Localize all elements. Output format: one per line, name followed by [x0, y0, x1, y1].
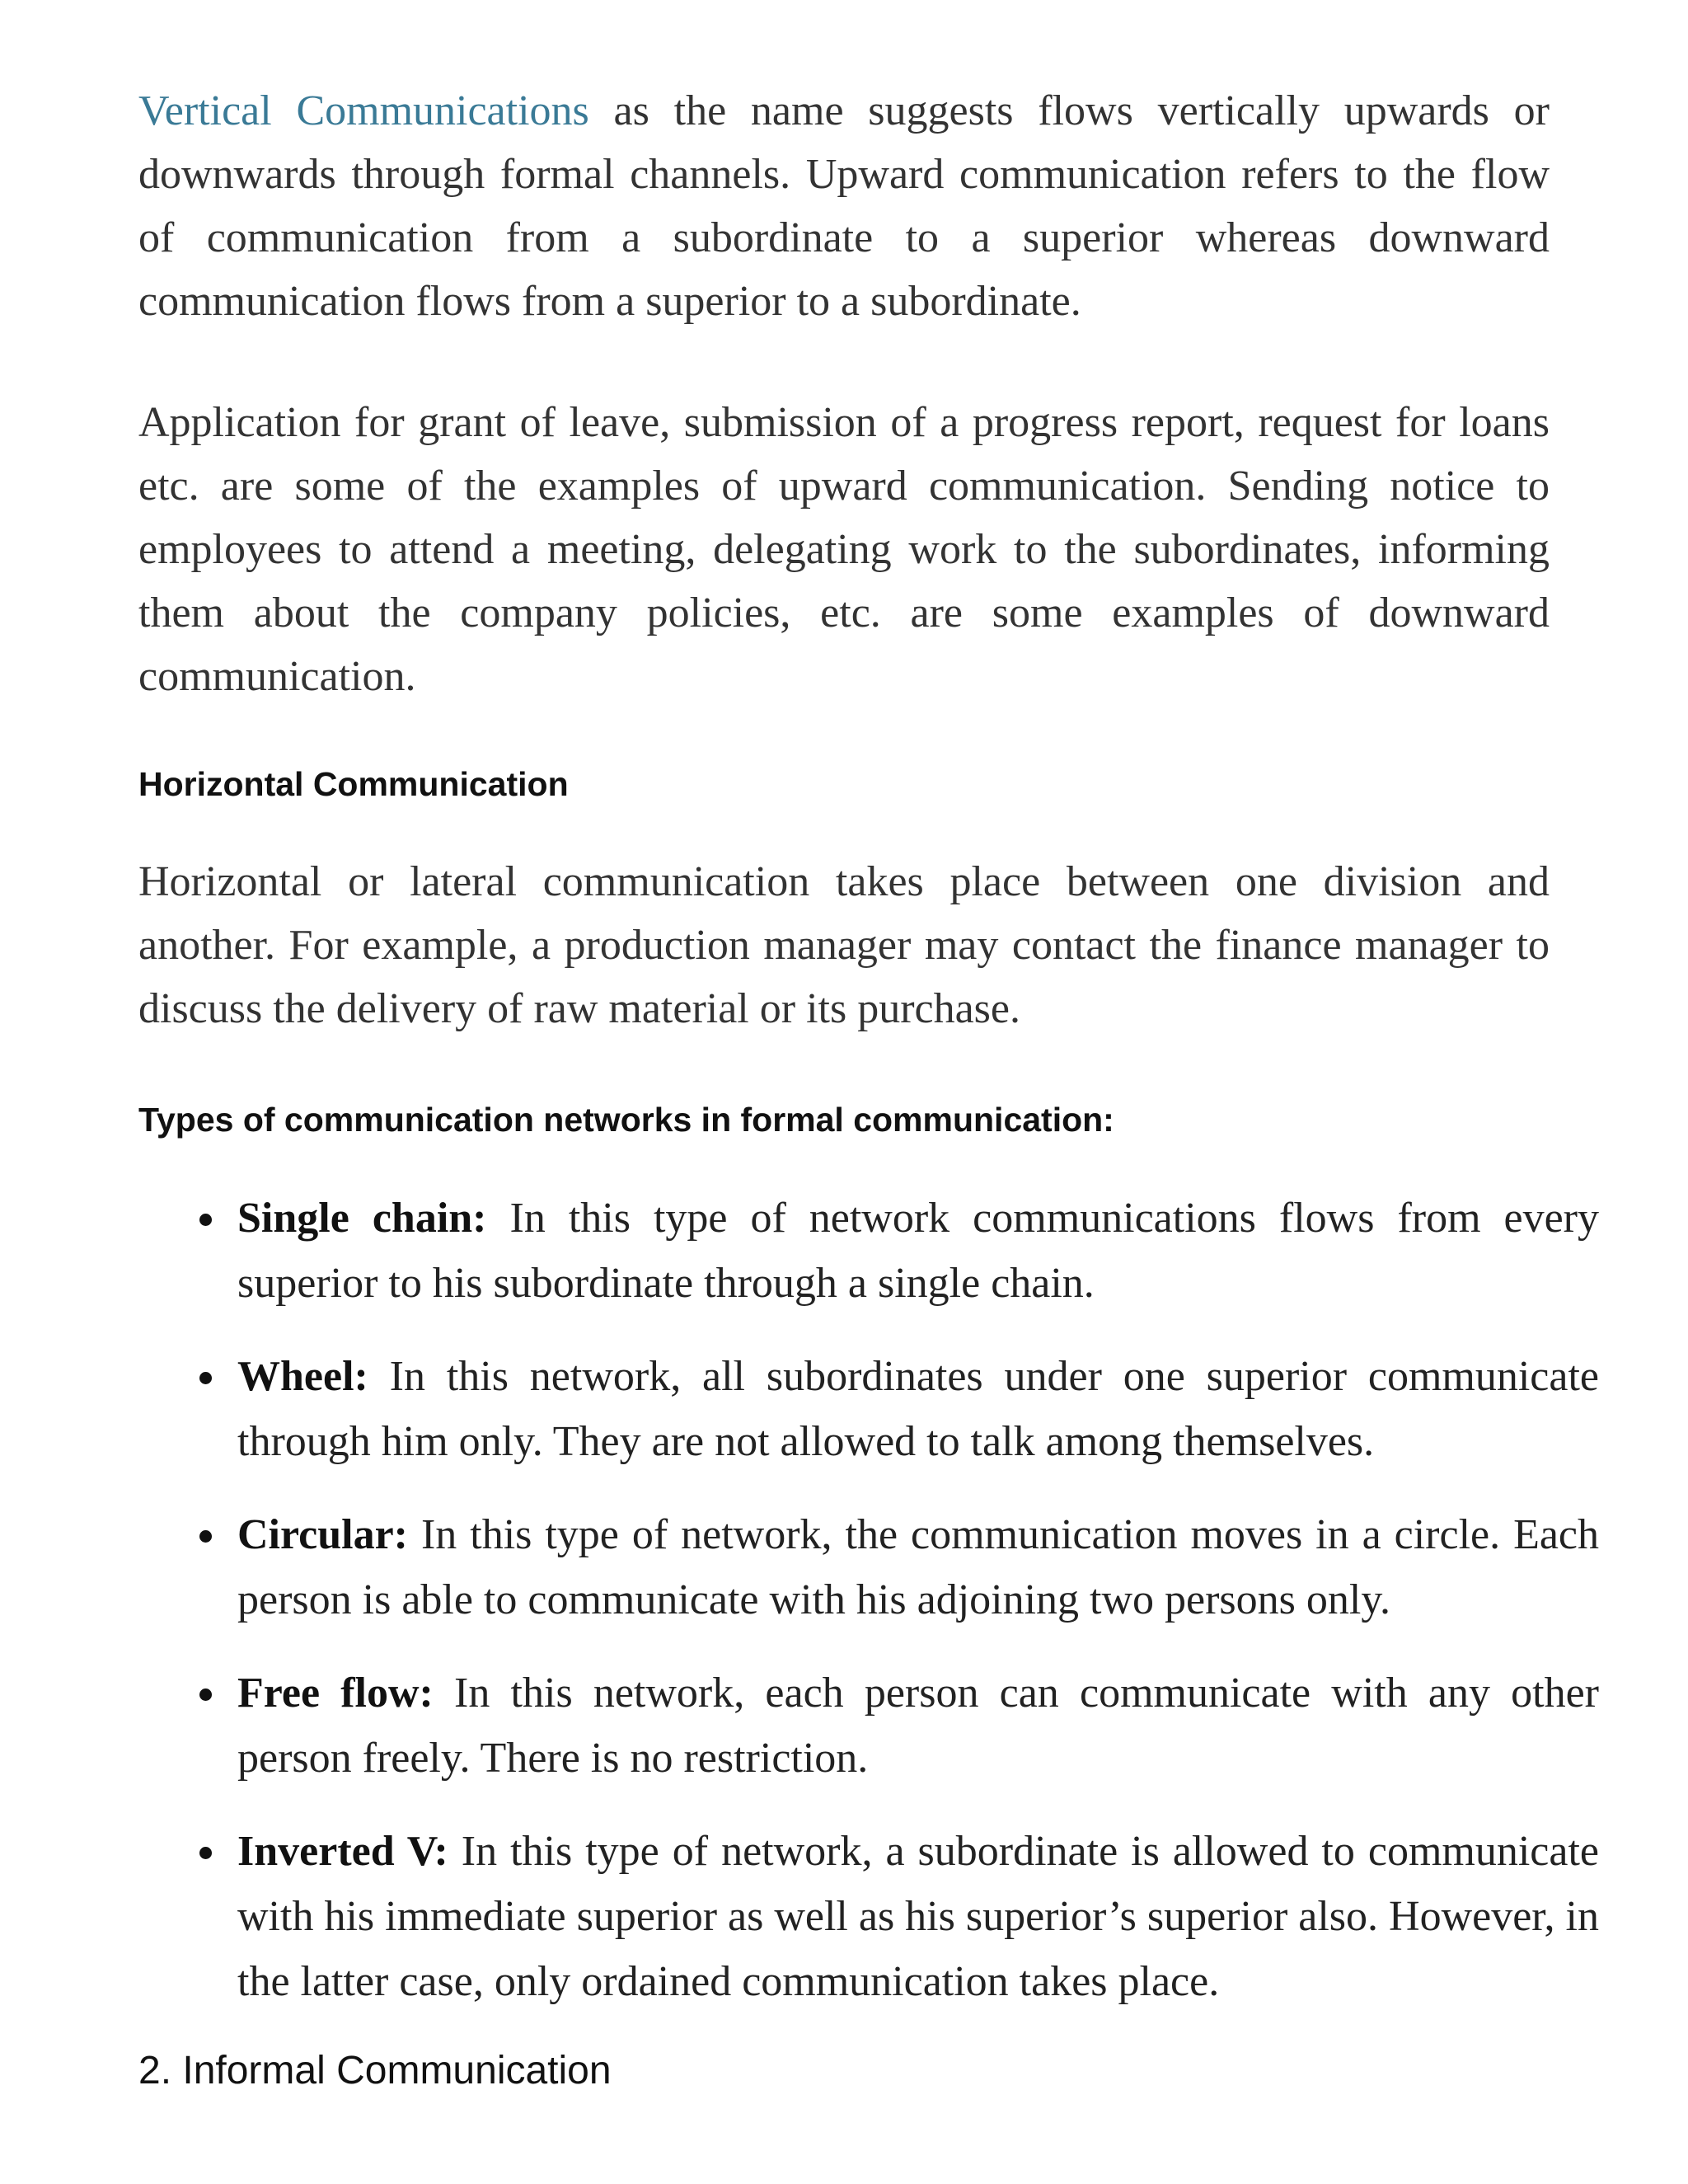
article-content [138, 79, 1599, 2100]
network-term: Circular: [237, 1511, 408, 1558]
list-item [237, 1186, 1599, 1316]
network-description: In this network, each person can communicate with any other person freely. There is no restriction. [237, 1670, 1599, 1782]
list-item [237, 1344, 1599, 1474]
network-description: In this type of network, the communication moves in a circle. Each person is able to communicate with his adjoining two persons only. [237, 1511, 1599, 1623]
network-description: In this type of network, a subordinate is allowed to communicate with his immediate superior as well as his superior’s superior also. However, in the latter case, only ordained communication takes place. [237, 1828, 1599, 2005]
informal-communication-heading: 2. Informal Communication [138, 2049, 612, 2092]
horizontal-communication-paragraph: Horizontal or lateral communication takes place between one division and another. For example, a production manager may contact the finance manager to discuss the delivery of raw material or its purchase. [138, 858, 1550, 1032]
network-types-list [138, 1186, 1599, 2014]
horizontal-communication-heading: Horizontal Communication [138, 765, 569, 803]
list-item [237, 1819, 1599, 2014]
list-item [237, 1502, 1599, 1632]
network-description: In this type of network communications flows from every superior to his subordinate through a single chain. [237, 1195, 1599, 1307]
vertical-communication-paragraph [138, 79, 1550, 333]
network-types-heading: Types of communication networks in formal communication: [138, 1101, 1114, 1139]
network-description: In this network, all subordinates under one superior communicate through him only. They are not allowed to talk among themselves. [237, 1353, 1599, 1465]
network-term: Inverted V: [237, 1828, 448, 1875]
list-item [237, 1660, 1599, 1791]
vertical-communication-text: as the name suggests flows vertically upwards or downwards through formal channels. Upward communication refers to the flow of communication from a subordinate to a superior whereas downward communication flows from a superior to a subordinate. [138, 87, 1550, 325]
network-term: Free flow: [237, 1670, 434, 1717]
network-term: Wheel: [237, 1353, 368, 1400]
vertical-communications-link[interactable]: Vertical Communications [138, 87, 589, 134]
communication-examples-paragraph: Application for grant of leave, submission of a progress report, request for loans etc. are some of the examples of upward communication. Sending notice to employees to attend a meeting, delegating work to the subordinates, informing them about the company policies, etc. are some examples of downward communication. [138, 399, 1550, 700]
network-term: Single chain: [237, 1195, 487, 1242]
